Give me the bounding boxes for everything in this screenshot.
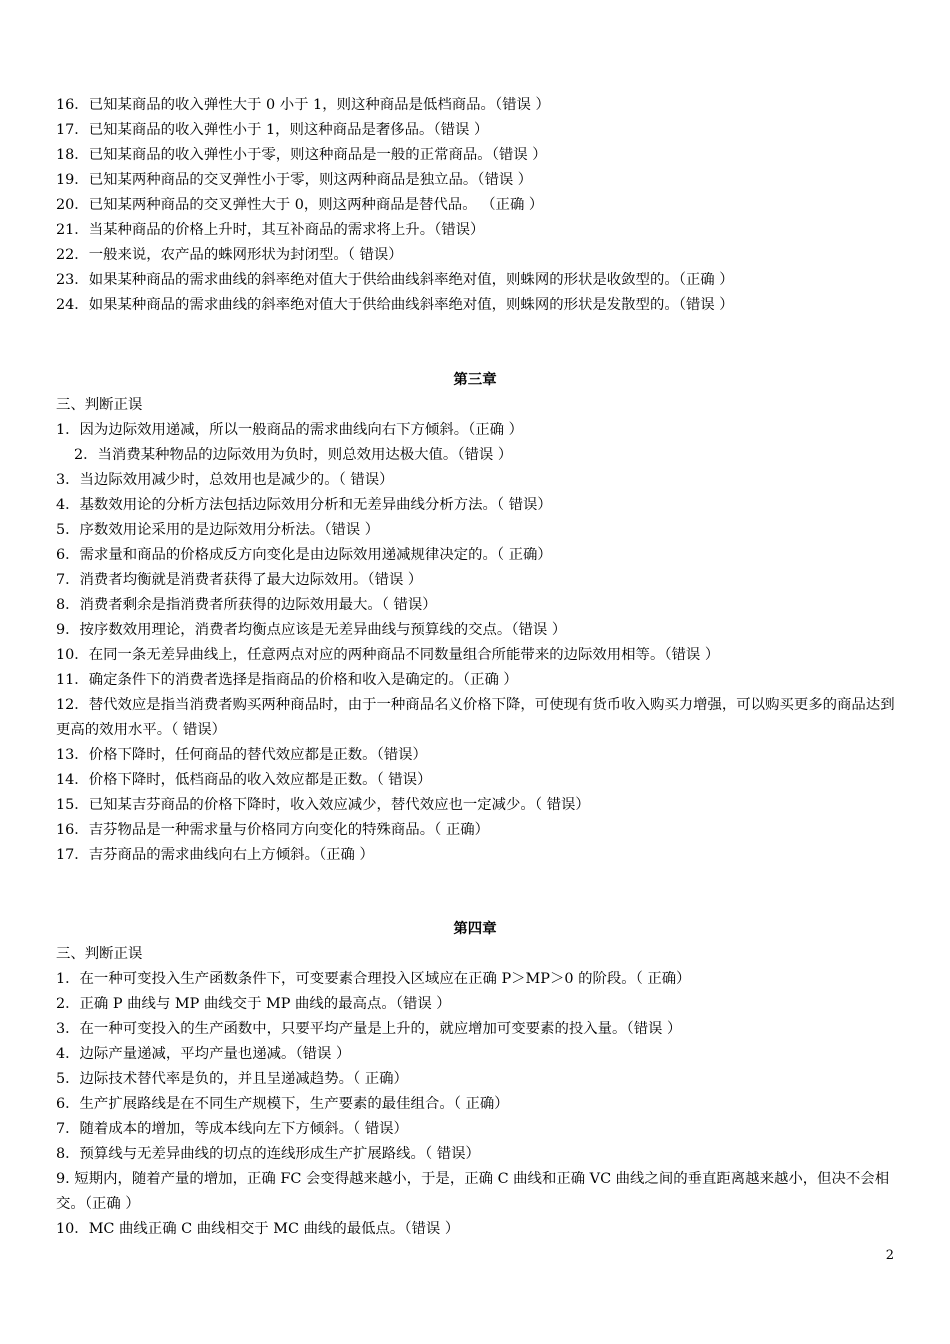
statement-line: 9. 短期内，随着产量的增加，正确 FC 会变得越来越小，于是，正确 C 曲线和正确 VC 曲线之间的垂直距离越来越小，但决不会相交。（正确 ） bbox=[56, 1171, 890, 1212]
statement-line: 13．价格下降时，任何商品的替代效应都是正数。（错误） bbox=[56, 747, 427, 763]
chapter-3-title: 第三章 bbox=[453, 371, 497, 388]
statement-line: 20．已知某两种商品的交叉弹性大于 0，则这两种商品是替代品。 （正确 ） bbox=[56, 197, 544, 213]
statement-line: 7．消费者均衡就是消费者获得了最大边际效用。（错误 ） bbox=[56, 572, 423, 588]
statement-line: 21．当某种商品的价格上升时，其互补商品的需求将上升。（错误） bbox=[56, 222, 485, 238]
statement-line: 5．边际技术替代率是负的，并且呈递减趋势。（ 正确） bbox=[56, 1071, 408, 1087]
statement-line: 4．基数效用论的分析方法包括边际效用分析和无差异曲线分析方法。（ 错误） bbox=[56, 497, 552, 513]
statement-line: 4．边际产量递减，平均产量也递减。（错误 ） bbox=[56, 1046, 351, 1062]
statement-line: 2．正确 P 曲线与 MP 曲线交于 MP 曲线的最高点。（错误 ） bbox=[56, 996, 451, 1012]
statement-line: 24．如果某种商品的需求曲线的斜率绝对值大于供给曲线斜率绝对值，则蛛网的形状是发散型的。（错误 ） bbox=[56, 297, 734, 313]
statement-line: 17．已知某商品的收入弹性小于 1，则这种商品是奢侈品。（错误 ） bbox=[56, 122, 489, 138]
statement-line: 8．预算线与无差异曲线的切点的连线形成生产扩展路线。（ 错误） bbox=[56, 1146, 480, 1162]
statement-line: 23．如果某种商品的需求曲线的斜率绝对值大于供给曲线斜率绝对值，则蛛网的形状是收敛型的。（正确 ） bbox=[56, 272, 734, 288]
page-number: 2 bbox=[885, 1248, 894, 1263]
chapter-3-subtitle: 三、判断正误 bbox=[56, 397, 143, 413]
statement-line: 18．已知某商品的收入弹性小于零，则这种商品是一般的正常商品。（错误 ） bbox=[56, 147, 547, 163]
statement-line: 5．序数效用论采用的是边际效用分析法。（错误 ） bbox=[56, 522, 380, 538]
statement-line: 1．在一种可变投入生产函数条件下，可变要素合理投入区域应在正确 P＞MP＞0 的阶段。（ 正确） bbox=[56, 971, 691, 987]
statement-line: 1．因为边际效用递减，所以一般商品的需求曲线向右下方倾斜。（正确 ） bbox=[56, 422, 524, 438]
statement-line: 6．生产扩展路线是在不同生产规模下，生产要素的最佳组合。（ 正确） bbox=[56, 1096, 509, 1112]
statement-line: 12．替代效应是指当消费者购买两种商品时，由于一种商品名义价格下降，可使现有货币收入购买力增强，可以购买更多的商品达到更高的效用水平。（ 错误） bbox=[56, 697, 895, 738]
statement-line: 15．已知某吉芬商品的价格下降时，收入效应减少，替代效应也一定减少。（ 错误） bbox=[56, 797, 590, 813]
statement-line: 14．价格下降时，低档商品的收入效应都是正数。（ 错误） bbox=[56, 772, 432, 788]
statement-line: 22．一般来说，农产品的蛛网形状为封闭型。（ 错误） bbox=[56, 247, 403, 263]
statement-line: 11．确定条件下的消费者选择是指商品的价格和收入是确定的。（正确 ） bbox=[56, 672, 518, 688]
statement-line: 3．在一种可变投入的生产函数中，只要平均产量是上升的，就应增加可变要素的投入量。（错误 ） bbox=[56, 1021, 682, 1037]
statement-line: 6．需求量和商品的价格成反方向变化是由边际效用递减规律决定的。（ 正确） bbox=[56, 547, 552, 563]
statement-line: 8．消费者剩余是指消费者所获得的边际效用最大。（ 错误） bbox=[56, 597, 437, 613]
statement-line: 19．已知某两种商品的交叉弹性小于零，则这两种商品是独立品。（错误 ） bbox=[56, 172, 533, 188]
statement-line: 2．当消费某种物品的边际效用为负时，则总效用达极大值。（错误 ） bbox=[74, 447, 513, 463]
statement-line: 7．随着成本的增加，等成本线向左下方倾斜。（ 错误） bbox=[56, 1121, 408, 1137]
chapter-4-subtitle: 三、判断正误 bbox=[56, 946, 143, 962]
statement-line: 16．已知某商品的收入弹性大于 0 小于 1，则这种商品是低档商品。（错误 ） bbox=[56, 97, 550, 113]
statement-line: 10．MC 曲线正确 C 曲线相交于 MC 曲线的最低点。（错误 ） bbox=[56, 1221, 460, 1237]
statement-line: 10．在同一条无差异曲线上，任意两点对应的两种商品不同数量组合所能带来的边际效用相等。（错误 ） bbox=[56, 647, 720, 663]
statement-line: 17．吉芬商品的需求曲线向右上方倾斜。（正确 ） bbox=[56, 847, 374, 863]
statement-line: 16．吉芬物品是一种需求量与价格同方向变化的特殊商品。（ 正确） bbox=[56, 822, 490, 838]
statement-line: 3．当边际效用减少时，总效用也是减少的。（ 错误） bbox=[56, 472, 394, 488]
chapter-4-title: 第四章 bbox=[453, 920, 497, 937]
statement-line: 9．按序数效用理论，消费者均衡点应该是无差异曲线与预算线的交点。（错误 ） bbox=[56, 622, 567, 638]
